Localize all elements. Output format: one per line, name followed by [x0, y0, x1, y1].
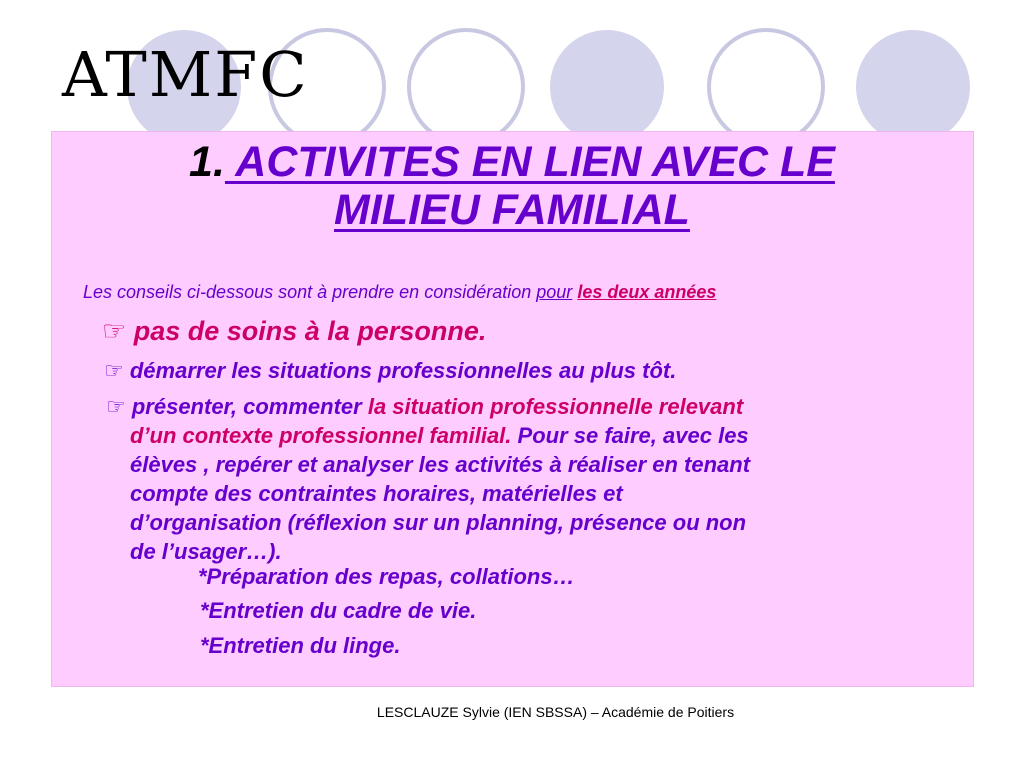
heading-line2: MILIEU FAMILIAL [334, 186, 690, 234]
bullet-3-line-2 [106, 421, 938, 450]
bullet-3-line-3: élèves , repérer et analyser les activités à réaliser en tenant [130, 452, 751, 477]
bullet-3-text-c: d’un contexte professionnel familial. [130, 423, 512, 448]
list-item-meals: *Préparation des repas, collations… [198, 564, 575, 589]
section-heading [0, 138, 1024, 234]
pointing-hand-icon: ☞ [106, 394, 126, 419]
heading-number: 1. [189, 138, 225, 186]
bullet-3-text-a: présenter, commenter [125, 394, 368, 419]
circle-4 [550, 30, 664, 140]
circle-6 [856, 30, 970, 140]
circle-5 [709, 30, 823, 140]
bullet-1-text: pas de soins à la personne. [126, 316, 487, 346]
bullet-3-text-d: Pour se faire, avec les [511, 423, 749, 448]
bullet-1 [102, 316, 486, 347]
bullet-3 [106, 392, 938, 566]
list-item-living-space: *Entretien du cadre de vie. [200, 598, 477, 623]
pointing-hand-icon: ☞ [102, 316, 127, 346]
intro-text [83, 282, 716, 303]
slide-title: ATMFC [62, 38, 309, 111]
list-item-laundry: *Entretien du linge. [200, 633, 401, 658]
footer-credit: LESCLAUZE Sylvie (IEN SBSSA) – Académie de Poitiers [376, 704, 735, 720]
heading-line1: ACTIVITES EN LIEN AVEC LE [224, 138, 835, 186]
bullet-3-line-6: de l’usager…). [130, 539, 282, 564]
bullet-3-line-4: compte des contraintes horaires, matérielles et [130, 481, 623, 506]
circle-3 [409, 30, 523, 140]
bullet-3-text-b: la situation professionnelle relevant [367, 394, 744, 419]
bullet-3-line-5: d’organisation (réflexion sur un planning, présence ou non [130, 510, 747, 535]
bullet-2 [104, 358, 676, 384]
bullet-2-text: démarrer les situations professionnelles au plus tôt. [123, 358, 677, 383]
intro-emphasis: les deux années [577, 282, 717, 302]
pointing-hand-icon: ☞ [104, 358, 124, 383]
intro-pour: pour [536, 282, 573, 302]
intro-main: Les conseils ci-dessous sont à prendre en considération [83, 282, 537, 302]
